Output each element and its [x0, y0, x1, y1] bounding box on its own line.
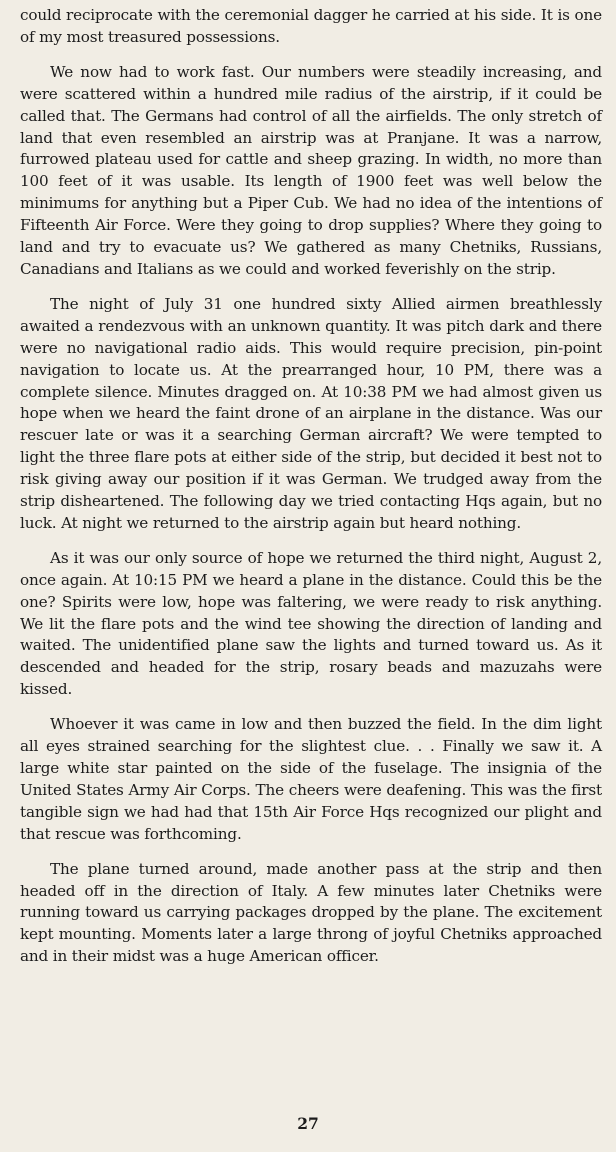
paragraph-3: The night of July 31 one hundred sixty Allied airmen breathlessly awaited a rendezvous with an unknown quantity. It was pitch dark and there were no navigational radio aids. This would require precision, pin-point navigation to locate us. At the prearranged hour, 10 PM, there was a complete silence. Minutes dragged on. At 10:38 PM we had almost given us hope when we heard the faint drone of an airplane in the distance. Was our rescuer late or was it a searching German aircraft? We were tempted to light the three flare pots at either side of the strip, but decided it best not to risk giving away our position if it was German. We trudged away from the strip disheartened. The following day we tried contacting Hqs again, but no luck. At night we returned to the airstrip again but heard nothing.: [20, 294, 602, 532]
paragraph-5: Whoever it was came in low and then buzzed the field. In the dim light all eyes strained searching for the slightest clue. . . Finally we saw it. A large white star painted on the side of the fuselage. The insignia of the United States Army Air Corps. The cheers were deafening. This was the first tangible sign we had had that 15th Air Force Hqs recognized our plight and that rescue was forthcoming.: [20, 715, 602, 843]
paragraph-2: We now had to work fast. Our numbers were steadily increasing, and were scattered within a hundred mile radius of the airstrip, if it could be called that. The Germans had control of all the airfields. The only stretch of land that even resembled an airstrip was at Pranjane. It was a narrow, furrowed plateau used for cattle and sheep grazing. In width, no more than 100 feet of it was usable. Its length of 1900 feet was well below the minimums for anything but a Piper Cub. We had no idea of the intentions of Fifteenth Air Force. Were they going to drop supplies? Where they going to land and try to evacuate us? We gathered as many Chetniks, Russians, Canadians and Italians as we could and worked feverishly on the strip.: [20, 62, 602, 278]
paragraph-4: As it was our only source of hope we returned the third night, August 2, once again. At 10:15 PM we heard a plane in the distance. Could this be the one? Spirits were low, hope was faltering, we were ready to risk anything. We lit the flare pots and the wind tee showing the direction of landing and waited. The unidentified plane saw the lights and turned toward us. As it descended and headed for the strip, rosary beads and mazuzahs were kissed.: [20, 548, 602, 699]
paragraph-6: The plane turned around, made another pass at the strip and then headed off in the direction of Italy. A few minutes later Chetniks were running toward us carrying packages dropped by the plane. The excitement kept mounting. Moments later a large throng of joyful Chetniks approached and in their midst was a huge American officer.: [20, 859, 602, 966]
page-number: 27: [297, 1114, 319, 1133]
paragraph-1: could reciprocate with the ceremonial dagger he carried at his side. It is one of my most treasured possessions.: [20, 6, 602, 46]
